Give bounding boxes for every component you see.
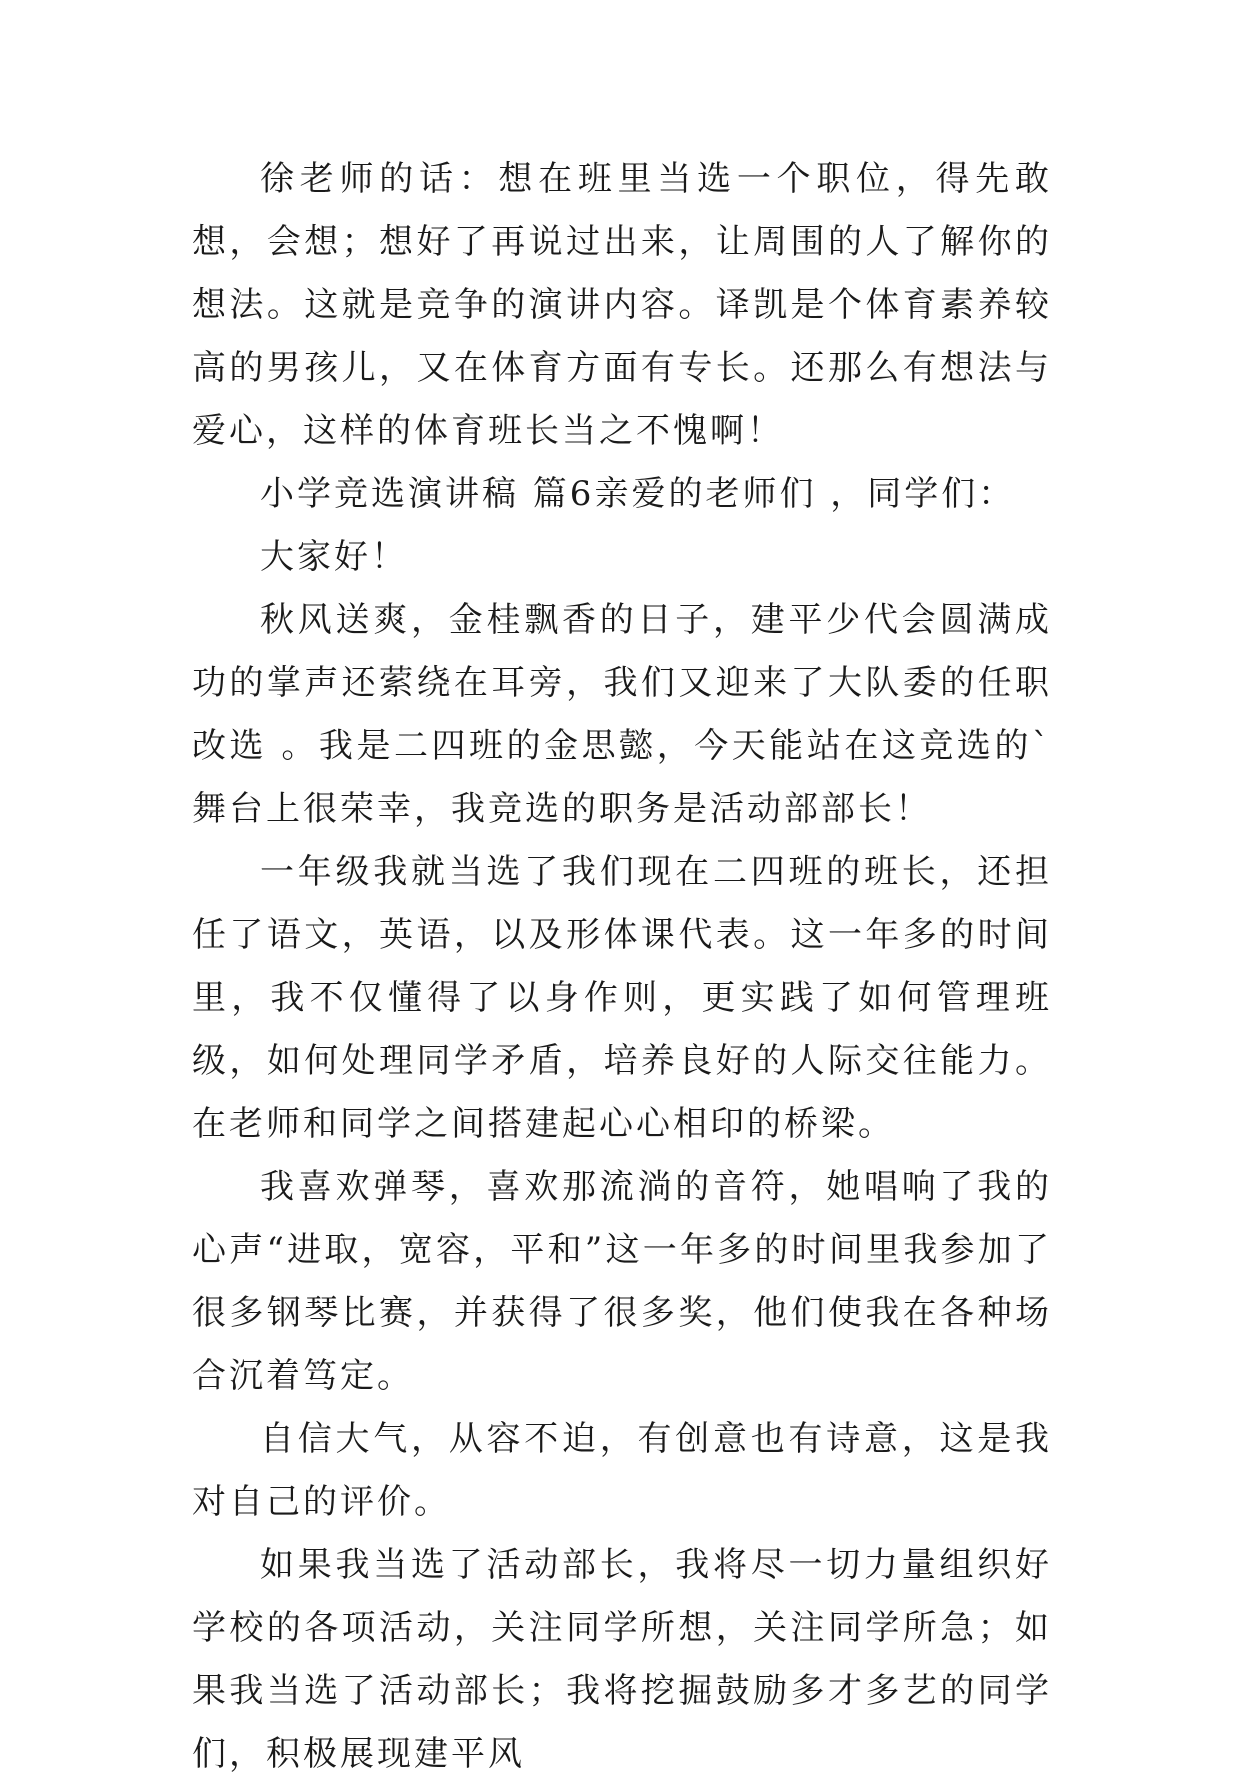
paragraph-hobby: 我喜欢弹琴，喜欢那流淌的音符，她唱响了我的心声“进取，宽容，平和”这一年多的时间里我参加了很多钢琴比赛，并获得了很多奖，他们使我在各种场合沉着笃定。 xyxy=(192,1167,1052,1396)
document-body xyxy=(192,148,1052,1786)
paragraph-pledge: 如果我当选了活动部长，我将尽一切力量组织好学校的各项活动，关注同学所想，关注同学所急；如果我当选了活动部长；我将挖掘鼓励多才多艺的同学们，积极展现建平风 xyxy=(192,1545,1052,1774)
paragraph-speech-title: 小学竞选演讲稿 篇6亲爱的老师们 ，同学们： xyxy=(260,474,1016,514)
paragraph-teacher-comment: 徐老师的话：想在班里当选一个职位，得先敢想，会想；想好了再说过出来，让周围的人了解你的想法。这就是竞争的演讲内容。译凯是个体育素养较高的男孩儿，又在体育方面有专长。还那么有想法与爱心，这样的体育班长当之不愧啊！ xyxy=(192,159,1052,451)
paragraph-greeting: 大家好！ xyxy=(260,537,408,577)
paragraph-introduction: 秋风送爽，金桂飘香的日子，建平少代会圆满成功的掌声还萦绕在耳旁，我们又迎来了大队委的任职改选 。我是二四班的金思懿，今天能站在这竞选的`舞台上很荣幸，我竞选的职务是活动部部长！ xyxy=(192,600,1052,829)
paragraph-self-evaluation: 自信大气，从容不迫，有创意也有诗意，这是我对自己的评价。 xyxy=(192,1419,1052,1522)
paragraph-experience: 一年级我就当选了我们现在二四班的班长，还担任了语文，英语，以及形体课代表。这一年多的时间里，我不仅懂得了以身作则，更实践了如何管理班级，如何处理同学矛盾，培养良好的人际交往能力。在老师和同学之间搭建起心心相印的桥梁。 xyxy=(192,852,1052,1144)
